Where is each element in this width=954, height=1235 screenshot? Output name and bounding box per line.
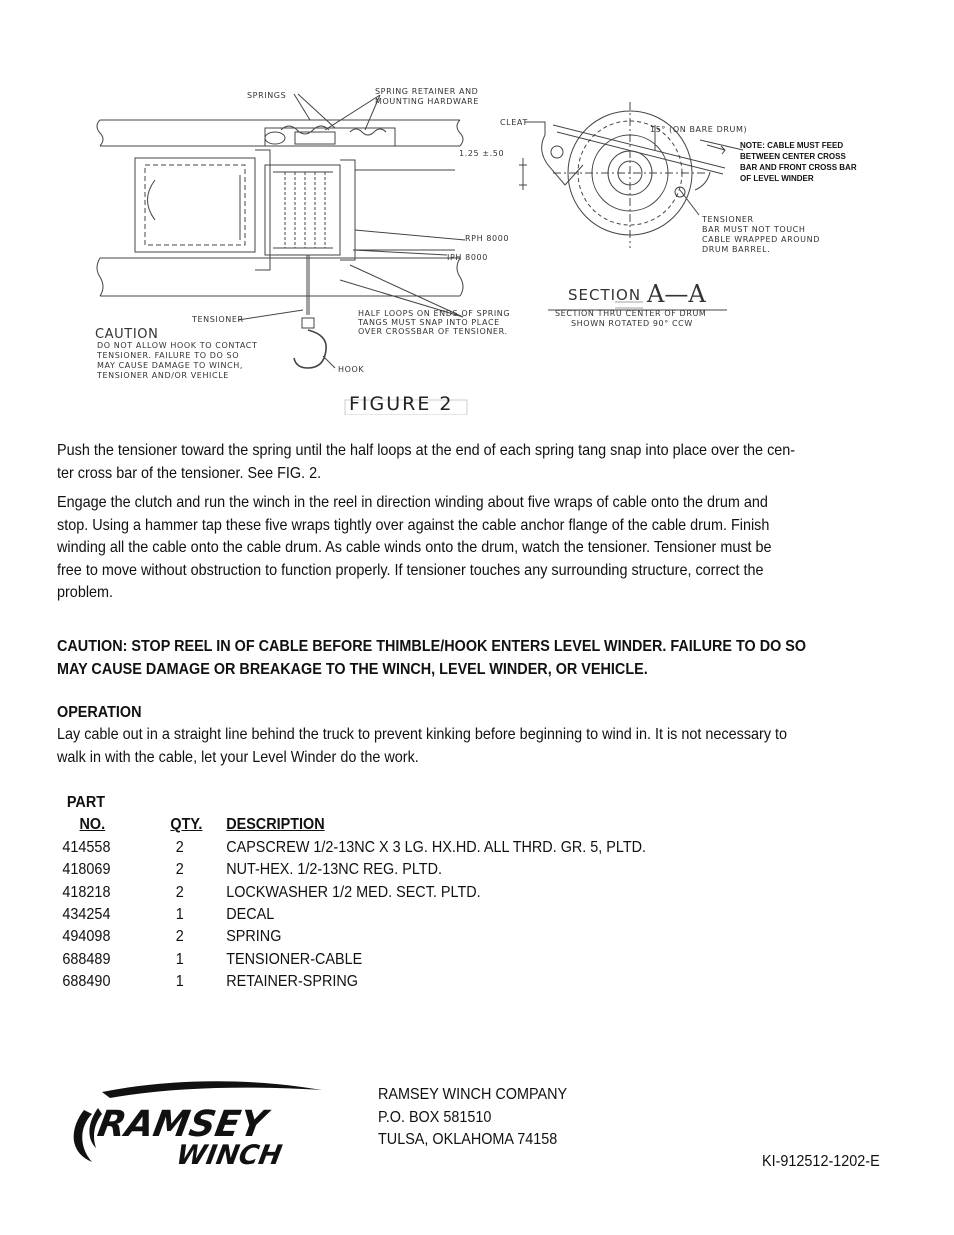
figure-2-svg bbox=[95, 80, 895, 415]
label-caution-title: CAUTION bbox=[95, 327, 159, 342]
company-city: TULSA, OKLAHOMA 74158 bbox=[378, 1131, 558, 1148]
paragraph-clutch-text: Engage the clutch and run the winch in the reel in direction winding about five wraps of cable onto the drum and stop. Using a hammer tap these five wraps tightly over against the cable anchor flange of the cable drum. Finish winding all the cable onto the cable drum. As cable winds onto the drum, watch the tensioner. Tensioner must be free to move without obstruction to function properly. If tensioner touches any surrounding structure, correct the problem. bbox=[57, 494, 772, 601]
parts-header-part: PART bbox=[66, 794, 106, 811]
figure-2-drawing bbox=[95, 80, 895, 415]
operation-paragraph bbox=[57, 724, 890, 769]
label-note-3: BAR AND FRONT CROSS BAR bbox=[740, 163, 857, 172]
label-retainer-line1: SPRING RETAINER AND bbox=[375, 87, 479, 96]
part-number: 688489 bbox=[62, 950, 111, 968]
part-qty: 2 bbox=[175, 883, 184, 901]
part-number: 434254 bbox=[62, 906, 111, 923]
operation-paragraph-text: Lay cable out in a straight line behind the truck to prevent kinking before beginning to wind in. It is not necessary to walk in with the cable, let your Level Winder do the work. bbox=[57, 726, 788, 766]
logo-svg bbox=[62, 1080, 337, 1170]
parts-header-no: NO. bbox=[79, 816, 106, 834]
label-cleat: CLEAT bbox=[500, 118, 528, 127]
figure-caption: FIGURE 2 bbox=[349, 393, 454, 415]
part-description: CAPSCREW 1/2-13NC X 3 LG. HX.HD. ALL THRD. GR. 5, PLTD. bbox=[226, 838, 647, 856]
paragraph-tensioner bbox=[57, 440, 890, 485]
logo-text-winch: WINCH bbox=[173, 1140, 285, 1170]
label-hook: HOOK bbox=[338, 365, 365, 374]
part-number: 418069 bbox=[62, 861, 111, 879]
label-tensioner-note-2: BAR MUST NOT TOUCH bbox=[702, 225, 806, 234]
part-number: 418218 bbox=[62, 883, 111, 901]
parts-header-qty: QTY. bbox=[170, 816, 203, 834]
label-half-loops-1: HALF LOOPS ON ENDS OF SPRING bbox=[358, 309, 511, 318]
label-tensioner-note-3: CABLE WRAPPED AROUND bbox=[702, 235, 820, 244]
label-caution-2: TENSIONER. FAILURE TO DO SO bbox=[97, 351, 240, 360]
part-description: DECAL bbox=[226, 906, 275, 923]
label-section-sub-1: SECTION THRU CENTER OF DRUM bbox=[555, 309, 707, 318]
parts-header-description: DESCRIPTION bbox=[226, 816, 325, 834]
label-caution-3: MAY CAUSE DAMAGE TO WINCH, bbox=[97, 361, 244, 370]
part-number: 494098 bbox=[62, 928, 111, 946]
label-tensioner-note-4: DRUM BARREL. bbox=[702, 245, 771, 254]
part-qty: 2 bbox=[175, 928, 184, 946]
part-description: LOCKWASHER 1/2 MED. SECT. PLTD. bbox=[226, 883, 481, 901]
label-retainer-line2: MOUNTING HARDWARE bbox=[375, 97, 479, 106]
label-iph: IPH 8000 bbox=[447, 253, 488, 262]
label-half-loops-3: OVER CROSSBAR OF TENSIONER. bbox=[358, 327, 508, 336]
label-tensioner-note-1: TENSIONER bbox=[702, 215, 754, 224]
label-note-4: OF LEVEL WINDER bbox=[740, 174, 814, 183]
part-number: 414558 bbox=[62, 838, 111, 856]
operation-heading: OPERATION bbox=[57, 704, 142, 721]
ramsey-winch-logo bbox=[62, 1080, 337, 1170]
part-qty: 1 bbox=[175, 973, 184, 991]
part-description: TENSIONER-CABLE bbox=[226, 950, 363, 968]
caution-warning bbox=[57, 636, 890, 681]
label-caution-4: TENSIONER AND/OR VEHICLE bbox=[97, 371, 229, 380]
label-springs: SPRINGS bbox=[247, 91, 287, 100]
label-dimension: 1.25 ±.50 bbox=[459, 149, 505, 158]
label-section-sub-2: SHOWN ROTATED 90° CCW bbox=[571, 319, 693, 328]
label-section-letters: A—A bbox=[647, 280, 706, 308]
part-description: NUT-HEX. 1/2-13NC REG. PLTD. bbox=[226, 861, 442, 879]
company-address bbox=[378, 1084, 567, 1152]
part-qty: 1 bbox=[175, 950, 184, 968]
part-qty: 2 bbox=[175, 838, 184, 856]
paragraph-tensioner-text: Push the tensioner toward the spring until the half loops at the end of each spring tang snap into place over the cen- ter cross bar of the tensioner. See FIG. 2. bbox=[57, 442, 796, 482]
label-half-loops-2: TANGS MUST SNAP INTO PLACE bbox=[358, 318, 500, 327]
label-tensioner: TENSIONER bbox=[192, 315, 244, 324]
part-description: RETAINER-SPRING bbox=[226, 973, 358, 991]
company-name: RAMSEY WINCH COMPANY bbox=[378, 1086, 568, 1103]
part-description: SPRING bbox=[226, 928, 282, 946]
label-section-word: SECTION bbox=[568, 286, 642, 304]
paragraph-clutch bbox=[57, 492, 890, 605]
document-number: KI-912512-1202-E bbox=[762, 1153, 880, 1170]
caution-warning-text: CAUTION: STOP REEL IN OF CABLE BEFORE THIMBLE/HOOK ENTERS LEVEL WINDER. FAILURE TO DO SO MAY CAUSE DAMAGE OR BREAKAGE TO THE WINCH, LEVEL WINDER, OR VEHICLE. bbox=[57, 638, 807, 678]
label-note-1: NOTE: CABLE MUST FEED bbox=[740, 141, 844, 150]
part-qty: 1 bbox=[175, 906, 184, 923]
part-qty: 2 bbox=[175, 861, 184, 879]
label-rph: RPH 8000 bbox=[465, 234, 510, 243]
logo-text-ramsey: RAMSEY bbox=[94, 1102, 271, 1145]
part-number: 688490 bbox=[62, 973, 111, 991]
label-caution-1: DO NOT ALLOW HOOK TO CONTACT bbox=[97, 341, 258, 350]
company-po-box: P.O. BOX 581510 bbox=[378, 1108, 492, 1126]
label-angle: 15° (ON BARE DRUM) bbox=[650, 125, 748, 134]
label-note-2: BETWEEN CENTER CROSS bbox=[740, 152, 846, 161]
